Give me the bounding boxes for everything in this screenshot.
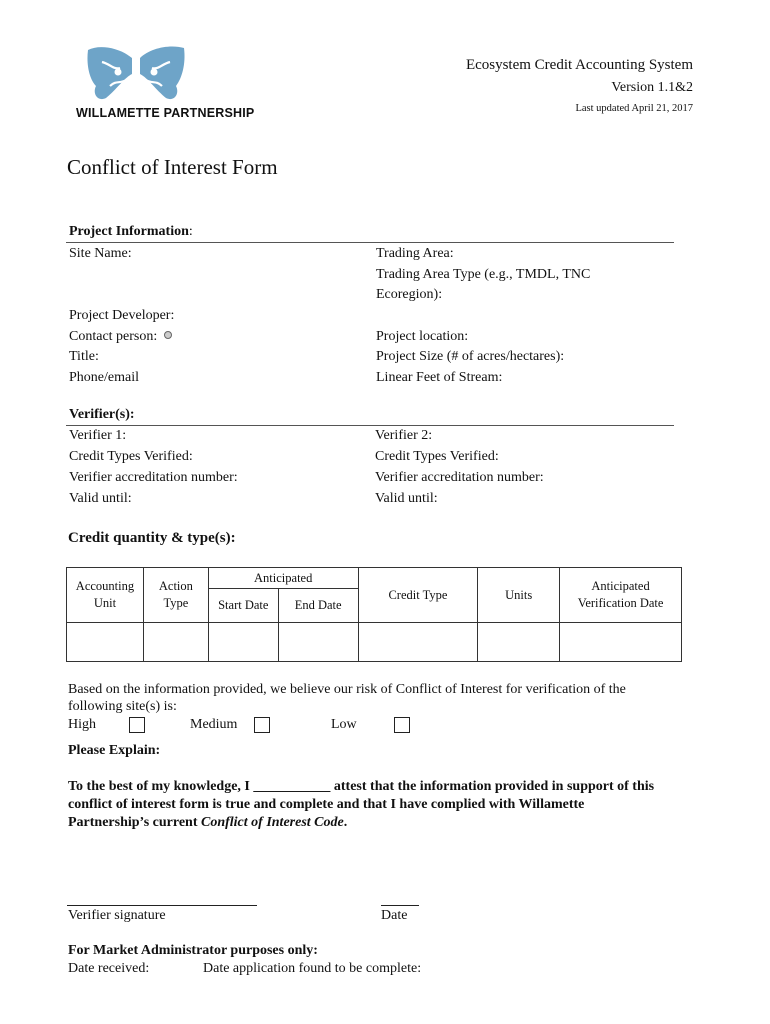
trading-area-type-label-cont: Ecoregion): (376, 287, 443, 302)
project-info-heading (69, 224, 193, 240)
credit-heading: Credit quantity & type(s): (68, 530, 236, 546)
cell-action-type[interactable] (143, 623, 208, 662)
date-label: Date (381, 908, 408, 923)
date-line[interactable] (381, 905, 419, 906)
contact-marker-icon (164, 331, 172, 339)
verifier-1-accreditation: Verifier accreditation number: (69, 470, 238, 485)
col-accounting-unit (67, 568, 144, 623)
attest-line-3-a: Partnership’s current (68, 815, 201, 830)
cell-accounting-unit[interactable] (67, 623, 144, 662)
risk-low-checkbox[interactable] (394, 717, 410, 733)
verifier-2-credit-types: Credit Types Verified: (375, 449, 499, 464)
cell-units[interactable] (478, 623, 560, 662)
risk-statement-cont: following site(s) is: (68, 699, 177, 714)
cell-credit-type[interactable] (358, 623, 478, 662)
date-received-label: Date received: (68, 961, 150, 976)
project-info-heading-colon: : (188, 224, 193, 239)
cell-end-date[interactable] (278, 623, 358, 662)
admin-heading: For Market Administrator purposes only: (68, 943, 318, 958)
col-verification-date (560, 568, 682, 623)
cell-verification-date[interactable] (560, 623, 682, 662)
project-developer-label: Project Developer: (69, 308, 175, 323)
verifier-1-credit-types: Credit Types Verified: (69, 449, 193, 464)
verifier-signature-line[interactable] (67, 905, 257, 906)
last-updated: Last updated April 21, 2017 (575, 103, 693, 114)
cell-start-date[interactable] (208, 623, 278, 662)
verifiers-heading: Verifier(s): (69, 407, 135, 422)
date-complete-label: Date application found to be complete: (203, 961, 422, 976)
col-verification-date-line2: Verification Date (577, 596, 664, 610)
site-name-label: Site Name: (69, 246, 132, 261)
col-start-date: Start Date (208, 589, 278, 623)
risk-low-label: Low (331, 717, 357, 732)
verifier-1-label: Verifier 1: (69, 428, 127, 443)
col-credit-type: Credit Type (358, 568, 478, 623)
willamette-logo (76, 44, 266, 124)
col-accounting-unit-line1: Accounting (75, 579, 135, 593)
col-action-type-line1: Action (158, 579, 193, 593)
system-name: Ecosystem Credit Accounting System (465, 57, 693, 73)
verifier-2-valid-until: Valid until: (375, 491, 438, 506)
project-size-label: Project Size (# of acres/hectares): (376, 349, 565, 364)
attest-code-name: Conflict of Interest Code (200, 815, 344, 830)
col-anticipated: Anticipated (208, 568, 358, 589)
attest-line-3-c: . (343, 815, 348, 830)
attest-line-2: conflict of interest form is true and complete and that I have complied with Willamette (68, 797, 585, 812)
risk-high-checkbox[interactable] (129, 717, 145, 733)
verifier-signature-label: Verifier signature (68, 908, 166, 923)
risk-medium-checkbox[interactable] (254, 717, 270, 733)
trading-area-label: Trading Area: (376, 246, 454, 261)
version: Version 1.1&2 (611, 80, 693, 95)
please-explain-label: Please Explain: (68, 743, 161, 758)
project-info-heading-text: Project Information (69, 224, 189, 239)
contact-person-label: Contact person: (69, 329, 158, 344)
col-end-date: End Date (278, 589, 358, 623)
trading-area-type-label: Trading Area Type (e.g., TMDL, TNC (376, 267, 591, 282)
risk-medium-label: Medium (190, 717, 238, 732)
attest-line-3 (68, 815, 347, 831)
page-title: Conflict of Interest Form (67, 155, 278, 179)
org-name: WILLAMETTE PARTNERSHIP (76, 106, 255, 120)
title-label: Title: (69, 349, 99, 364)
credit-table (66, 567, 682, 662)
phone-email-label: Phone/email (69, 370, 139, 385)
col-units: Units (478, 568, 560, 623)
verifiers-divider (66, 425, 674, 426)
project-info-divider (66, 242, 674, 243)
verifier-2-label: Verifier 2: (375, 428, 433, 443)
linear-feet-label: Linear Feet of Stream: (376, 370, 503, 385)
col-accounting-unit-line2: Unit (93, 596, 117, 610)
contact-person-row (69, 329, 172, 345)
col-action-type-line2: Type (163, 596, 189, 610)
col-action-type (143, 568, 208, 623)
risk-statement: Based on the information provided, we believe our risk of Conflict of Interest for verification of the (68, 682, 626, 697)
risk-high-label: High (68, 717, 96, 732)
project-location-label: Project location: (376, 329, 469, 344)
butterfly-puzzle-icon (80, 44, 192, 106)
verifier-1-valid-until: Valid until: (69, 491, 132, 506)
attest-line-1: To the best of my knowledge, I ___________ attest that the information provided in support of this (68, 779, 655, 794)
col-verification-date-line1: Anticipated (591, 579, 650, 593)
verifier-2-accreditation: Verifier accreditation number: (375, 470, 544, 485)
